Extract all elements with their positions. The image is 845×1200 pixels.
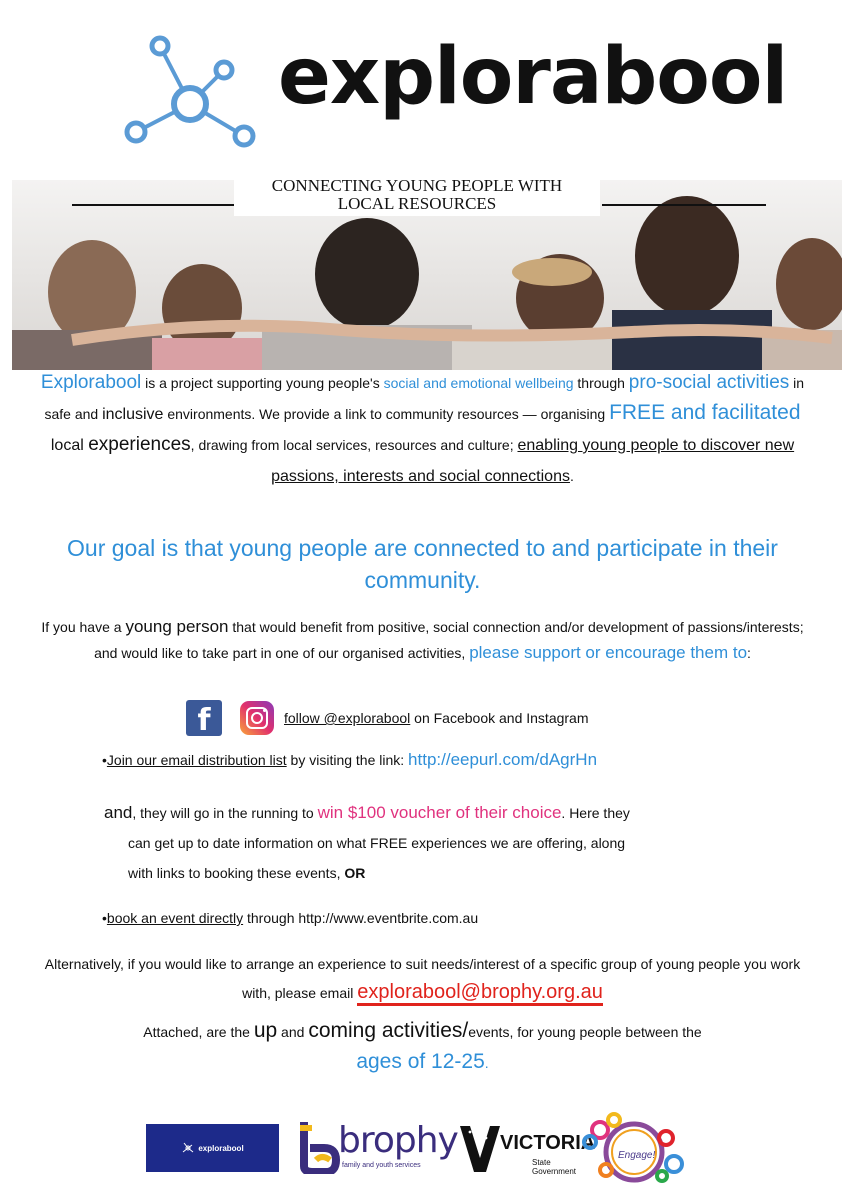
request-encourage: please support or encourage them to <box>469 643 748 662</box>
voucher-line-3 <box>104 858 764 888</box>
voucher-lead: and <box>104 803 133 822</box>
attached-text: and <box>277 1024 309 1040</box>
brophy-subtitle: family and youth services <box>342 1162 421 1169</box>
bullet-text: by visiting the link: <box>286 752 409 768</box>
intro-text: , drawing from local services, resources and culture; <box>190 437 518 453</box>
victoria-wordmark: VICTORIA <box>500 1132 596 1154</box>
intro-underlined-goal: enabling young people to discover new passions, interests and social connections <box>271 437 795 485</box>
voucher-line-2: can get up to date information on what FREE experiences we are offering, along <box>128 835 626 851</box>
instagram-icon[interactable] <box>240 701 274 735</box>
book-event-link[interactable]: book an event directly <box>106 910 244 926</box>
tagline-line-1: CONNECTING YOUNG PEOPLE WITH <box>271 176 563 195</box>
victoria-government-logo <box>460 1120 596 1178</box>
voucher-paragraph <box>104 798 764 888</box>
victoria-sub-2: Government <box>532 1167 577 1176</box>
goal-statement: Our goal is that young people are connected to and participate in their community. <box>67 535 778 593</box>
brand-wordmark: explorabool <box>278 32 788 122</box>
eventbrite-text: through http://www.eventbrite.com.au <box>243 910 479 926</box>
intro-text: . <box>569 468 574 484</box>
bullet-email-list <box>102 748 597 772</box>
victoria-sub-1: State <box>532 1158 551 1167</box>
voucher-text: with links to booking these events, <box>128 865 345 881</box>
intro-experiences: experiences <box>88 434 191 455</box>
engage-wordmark: Engage! <box>618 1150 656 1161</box>
engage-circles-icon <box>578 1112 690 1186</box>
bullet-mark: • <box>102 910 107 926</box>
tagline-rule-left <box>72 204 234 206</box>
request-text: : <box>747 645 751 661</box>
engage-logo <box>578 1112 690 1186</box>
intro-paragraph <box>40 368 805 492</box>
email-list-link[interactable]: Join our email distribution list <box>106 752 287 768</box>
contact-email-link[interactable]: explorabool@brophy.org.au <box>357 981 603 1006</box>
social-follow-text <box>284 710 589 726</box>
voucher-text: , they will go in the running to <box>132 805 318 821</box>
request-text: that would benefit from positive, social connection and/or development of passions/interests; and would like to take part in one of our organised activities, <box>94 619 804 661</box>
intro-highlight-free: FREE and facilitated <box>609 401 801 424</box>
brophy-wordmark: brophy <box>338 1120 458 1161</box>
alternative-paragraph <box>40 950 805 1007</box>
attached-text: events, for young people between the <box>468 1024 702 1040</box>
attached-text: Attached, are the <box>143 1024 254 1040</box>
tagline <box>234 174 600 216</box>
tagline-rule-right <box>602 204 766 206</box>
attached-up: up <box>253 1019 278 1042</box>
brophy-mark-icon <box>296 1120 340 1174</box>
footer-logo-1-text: explorabool <box>198 1143 244 1153</box>
facebook-icon[interactable]: f <box>186 700 222 736</box>
explorabool-logo-mark-icon <box>118 32 266 156</box>
request-text: If you have a <box>41 619 126 635</box>
eepurl-link[interactable]: http://eepurl.com/dAgrHn <box>408 750 598 769</box>
attached-activities: coming activities/ <box>308 1019 469 1042</box>
bullet-eventbrite <box>102 906 478 930</box>
attached-ages: ages of 12-25 <box>356 1050 485 1073</box>
brophy-logo <box>296 1118 458 1176</box>
voucher-or: OR <box>344 865 366 881</box>
attached-text: . <box>484 1055 489 1071</box>
explorabool-footer-logo <box>146 1124 279 1172</box>
intro-brand: Explorabool <box>40 372 142 393</box>
intro-inclusive: inclusive <box>102 406 164 423</box>
follow-rest-text: on Facebook and Instagram <box>410 710 589 726</box>
intro-text: local <box>50 437 89 454</box>
explorabool-mini-icon <box>181 1142 195 1154</box>
victoria-subtitle <box>532 1158 576 1176</box>
attached-paragraph <box>40 1016 805 1078</box>
victoria-v-icon <box>460 1122 500 1176</box>
bullet-mark: • <box>102 752 107 768</box>
tagline-line-2: LOCAL RESOURCES <box>337 194 497 213</box>
voucher-text: . Here they <box>561 805 630 821</box>
intro-text: in safe and <box>44 375 805 422</box>
request-young-person: young person <box>125 617 229 636</box>
intro-text: environments. We provide a link to community resources — organising <box>163 406 610 422</box>
intro-text: through <box>573 375 629 391</box>
follow-link[interactable]: follow @explorabool <box>284 710 411 726</box>
social-row <box>186 698 589 738</box>
intro-highlight-wellbeing: social and emotional wellbeing <box>383 375 574 391</box>
alt-text: Alternatively, if you would like to arrange an experience to suit needs/interest of a specific group of young people you work with, please email <box>44 956 801 1001</box>
intro-highlight-prosocial: pro-social activities <box>628 372 790 393</box>
intro-text: is a project supporting young people's <box>141 375 384 391</box>
voucher-prize: win $100 voucher of their choice <box>317 803 562 822</box>
request-paragraph <box>40 614 805 666</box>
